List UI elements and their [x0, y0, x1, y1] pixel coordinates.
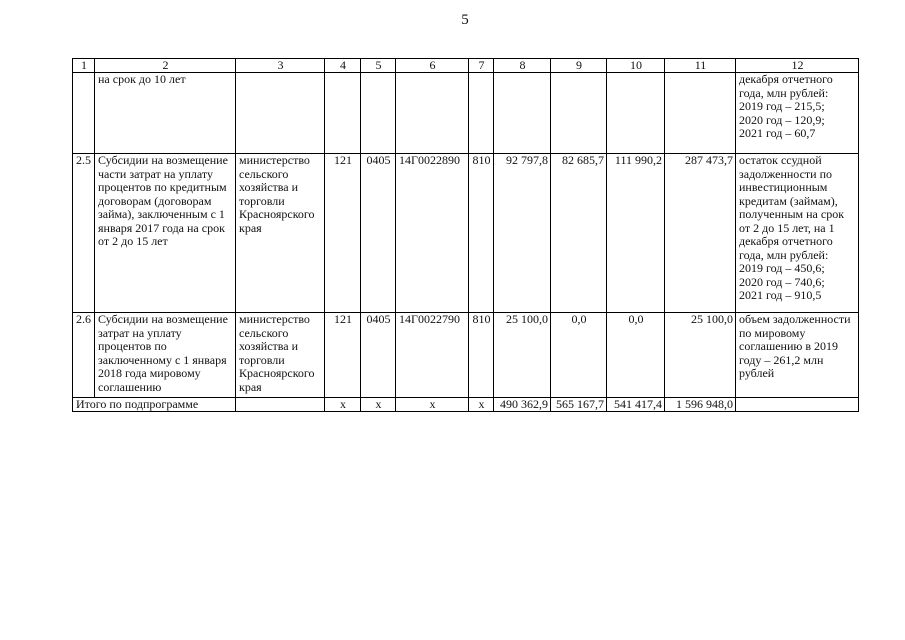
amount-2021: 0,0	[607, 313, 665, 398]
amount-total	[665, 73, 736, 154]
header-cell: 1	[73, 59, 95, 73]
rzpr-code: 0405	[361, 313, 396, 398]
measure-name: Субсидии на возмещение затрат на уплату процентов по заключенному с 1 января 2018 года мировому соглашению	[95, 313, 236, 398]
row-number: 2.5	[73, 154, 95, 313]
executor	[236, 73, 325, 154]
csr-code: 14Г0022890	[396, 154, 469, 313]
table-row	[73, 154, 859, 313]
vr-code	[469, 73, 494, 154]
header-cell: 2	[95, 59, 236, 73]
executor: министерство сельского хозяйства и торговли Красноярского края	[236, 154, 325, 313]
grbs-code: 121	[325, 154, 361, 313]
header-cell: 5	[361, 59, 396, 73]
header-cell: 10	[607, 59, 665, 73]
header-cell: 3	[236, 59, 325, 73]
row-number: 2.6	[73, 313, 95, 398]
header-cell: 7	[469, 59, 494, 73]
amount-2020: 0,0	[551, 313, 607, 398]
measure-name: Субсидии на возмещение части затрат на уплату процентов по кредитным договорам (договорам займа), заключенным с 1 января 2017 года на срок от 2 до 15 лет	[95, 154, 236, 313]
amount-total: 287 473,7	[665, 154, 736, 313]
rzpr-code: 0405	[361, 154, 396, 313]
header-cell: 6	[396, 59, 469, 73]
amount-2019: 25 100,0	[494, 313, 551, 398]
amount-2021: 111 990,2	[607, 154, 665, 313]
total-row	[73, 398, 859, 412]
total-c6: х	[396, 398, 469, 412]
header-cell: 11	[665, 59, 736, 73]
csr-code: 14Г0022790	[396, 313, 469, 398]
expected-result: остаток ссудной задолженности по инвестиционным кредитам (займам), полученным на срок от 2 до 15 лет, на 1 декабря отчетного года, млн рублей: 2019 год – 450,6; 2020 год – 740,6; 2021 год – 910,5	[736, 154, 859, 313]
total-2019: 490 362,9	[494, 398, 551, 412]
table-row	[73, 73, 859, 154]
total-c4: х	[325, 398, 361, 412]
row-number	[73, 73, 95, 154]
header-cell: 9	[551, 59, 607, 73]
amount-2019	[494, 73, 551, 154]
table-row	[73, 313, 859, 398]
amount-2019: 92 797,8	[494, 154, 551, 313]
amount-total: 25 100,0	[665, 313, 736, 398]
csr-code	[396, 73, 469, 154]
page-number: 5	[461, 12, 469, 28]
total-result-empty	[736, 398, 859, 412]
header-cell: 8	[494, 59, 551, 73]
vr-code: 810	[469, 313, 494, 398]
expected-result: декабря отчетного года, млн рублей: 2019 год – 215,5; 2020 год – 120,9; 2021 год – 60,7	[736, 73, 859, 154]
total-sum: 1 596 948,0	[665, 398, 736, 412]
total-c7: х	[469, 398, 494, 412]
amount-2020: 82 685,7	[551, 154, 607, 313]
amount-2021	[607, 73, 665, 154]
subprogram-table	[72, 58, 859, 412]
grbs-code: 121	[325, 313, 361, 398]
total-c5: х	[361, 398, 396, 412]
header-cell: 4	[325, 59, 361, 73]
total-2020: 565 167,7	[551, 398, 607, 412]
amount-2020	[551, 73, 607, 154]
total-label: Итого по подпрограмме	[73, 398, 236, 412]
header-cell: 12	[736, 59, 859, 73]
header-row	[73, 59, 859, 73]
total-2021: 541 417,4	[607, 398, 665, 412]
executor: министерство сельского хозяйства и торговли Красноярского края	[236, 313, 325, 398]
expected-result: объем задолженности по мировому соглашению в 2019 году – 261,2 млн рублей	[736, 313, 859, 398]
total-empty-cell	[236, 398, 325, 412]
rzpr-code	[361, 73, 396, 154]
measure-name: на срок до 10 лет	[95, 73, 236, 154]
vr-code: 810	[469, 154, 494, 313]
grbs-code	[325, 73, 361, 154]
